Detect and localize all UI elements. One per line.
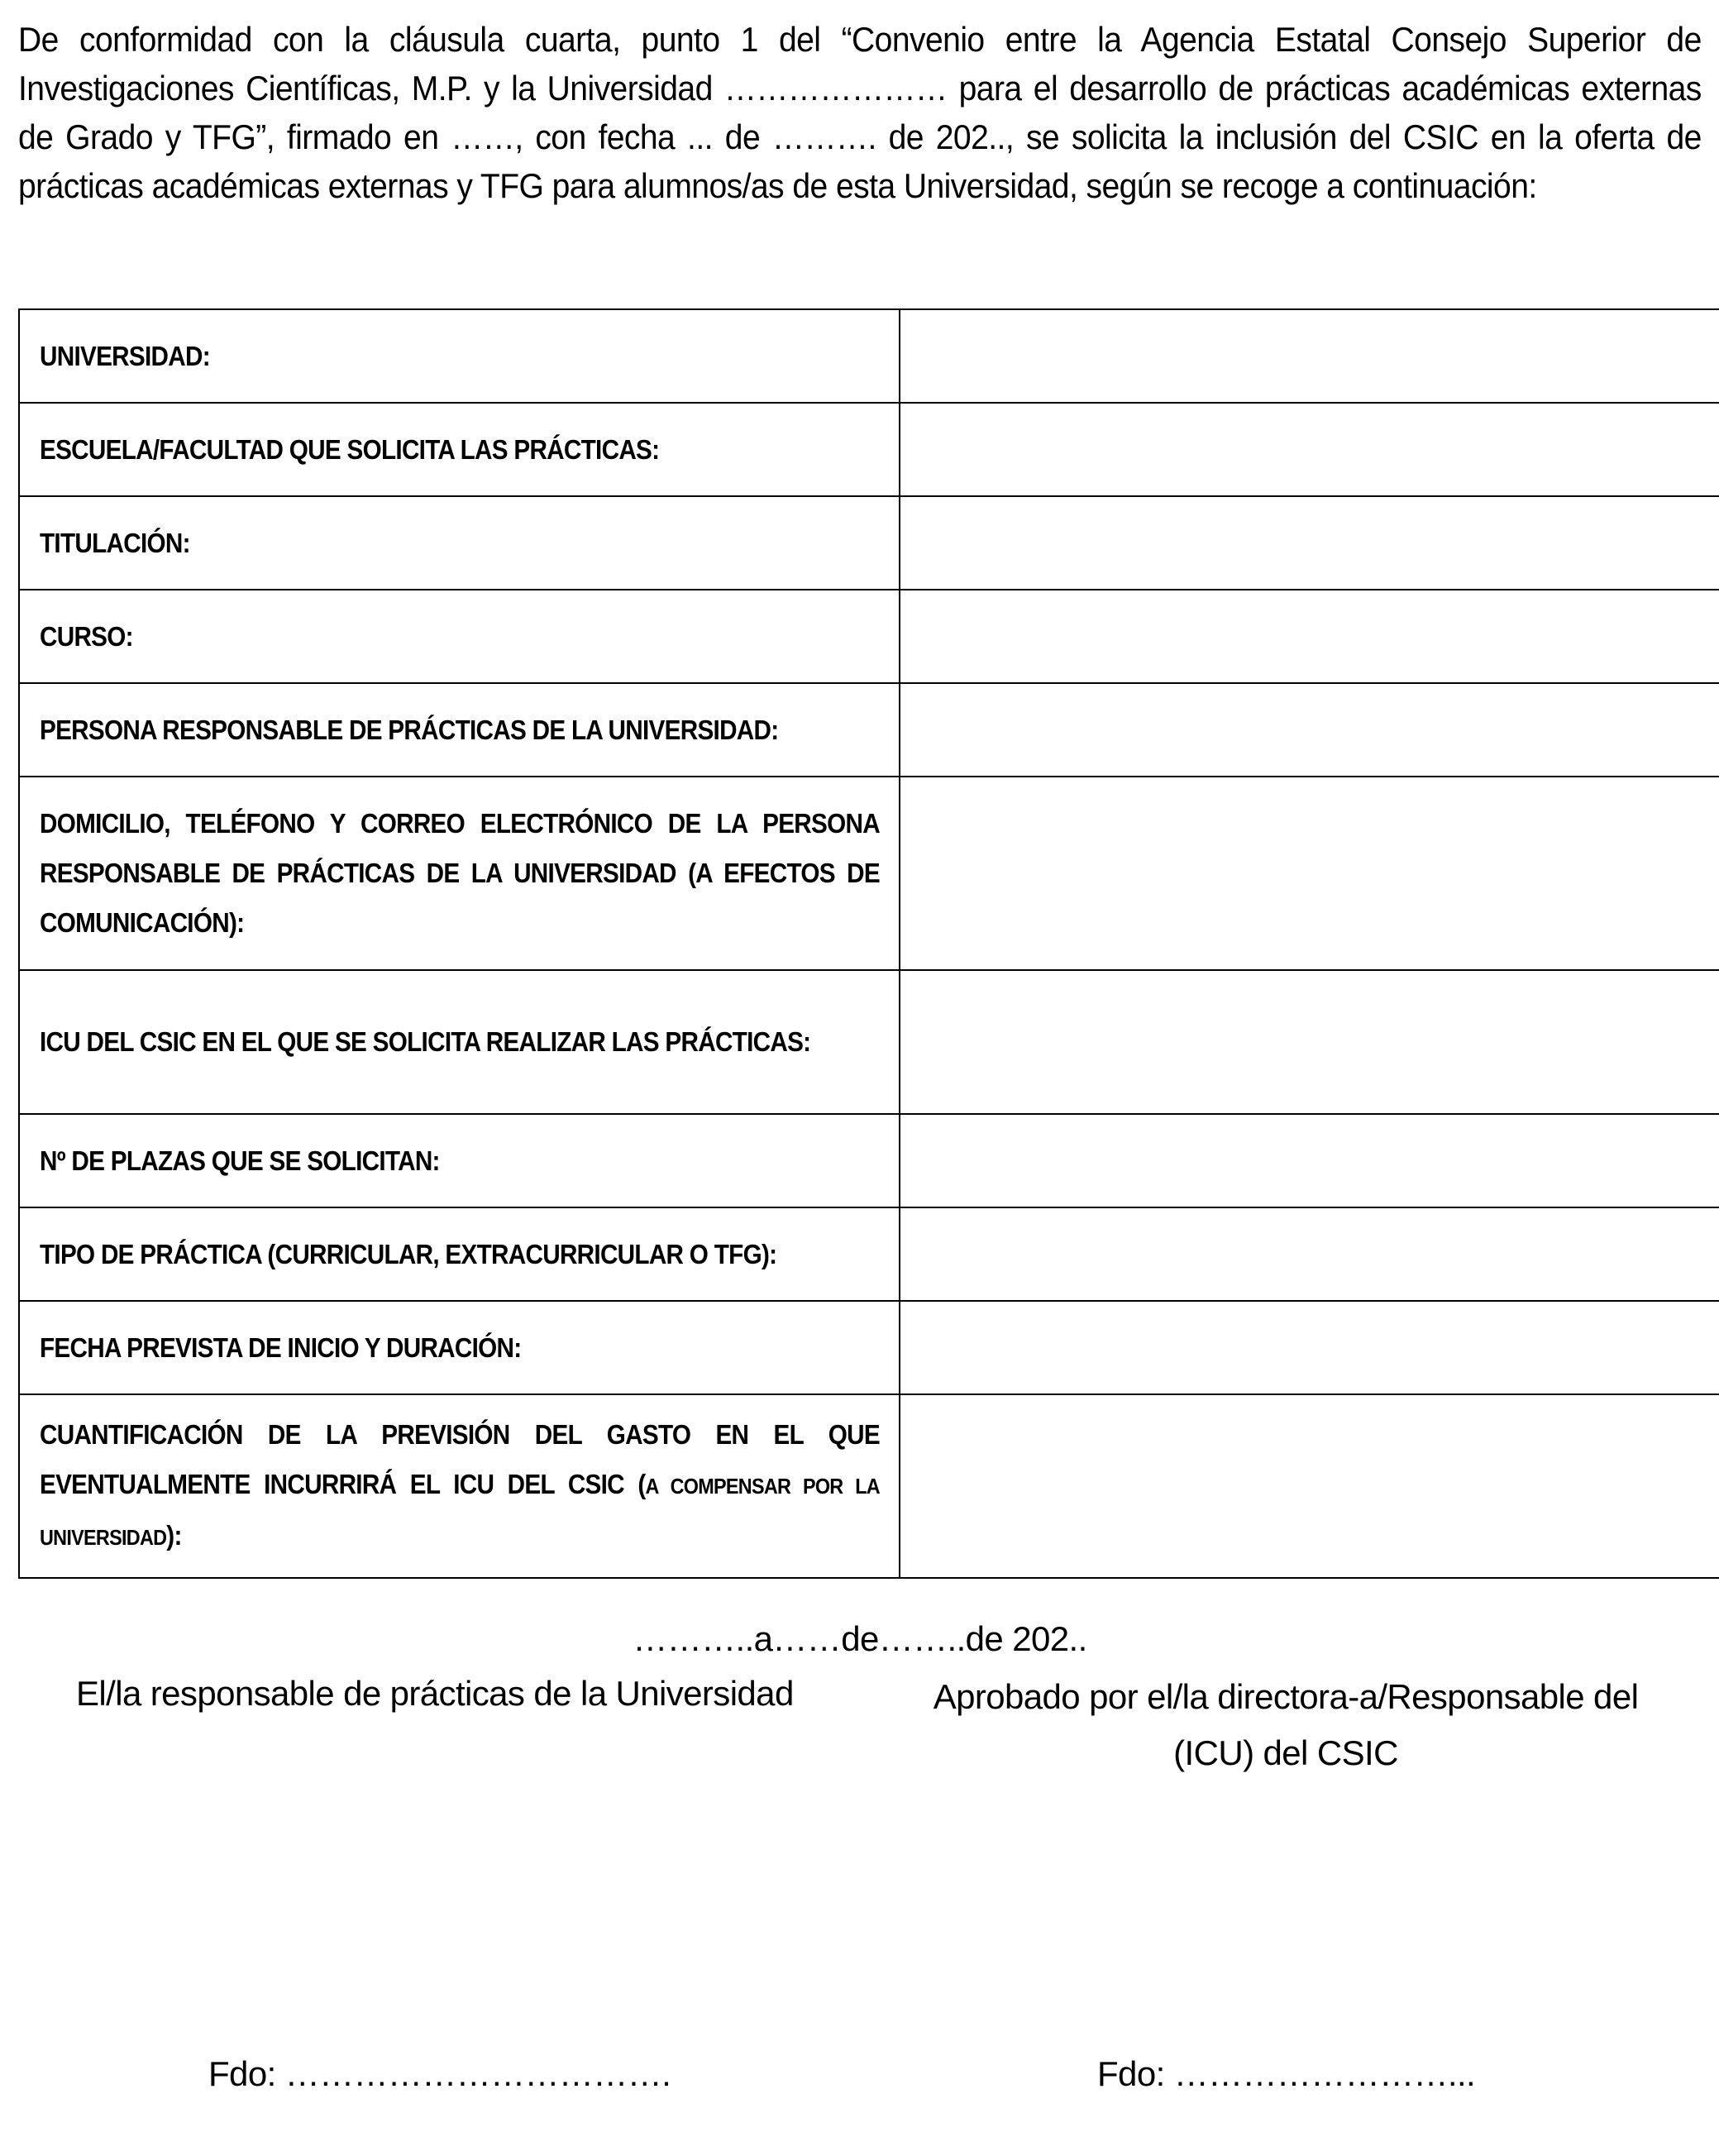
form-value-field[interactable]: [900, 1114, 1719, 1207]
form-label-small: A COMPENSAR POR LA UNIVERSIDAD: [40, 1474, 880, 1550]
form-label: ESCUELA/FACULTAD QUE SOLICITA LAS PRÁCTICAS:: [19, 403, 900, 496]
signature-right-title: [910, 1669, 1662, 1781]
form-label: FECHA PREVISTA DE INICIO Y DURACIÓN:: [19, 1301, 900, 1394]
form-row-fecha-duracion: [19, 1301, 1719, 1394]
form-row-cuantificacion-gasto: [19, 1394, 1719, 1578]
form-value-field[interactable]: [900, 309, 1719, 403]
form-row-domicilio-contacto: [19, 777, 1719, 970]
form-value-field[interactable]: [900, 777, 1719, 970]
request-form-table: [18, 308, 1719, 1579]
form-row-escuela-facultad: [19, 403, 1719, 496]
form-label: ICU DEL CSIC EN EL QUE SE SOLICITA REALIZAR LAS PRÁCTICAS:: [19, 970, 900, 1114]
form-row-num-plazas: [19, 1114, 1719, 1207]
form-row-tipo-practica: [19, 1207, 1719, 1301]
form-row-universidad: [19, 309, 1719, 403]
form-value-field[interactable]: [900, 683, 1719, 777]
form-value-field[interactable]: [900, 1301, 1719, 1394]
form-label-main: CUANTIFICACIÓN DE LA PREVISIÓN DEL GASTO EN EL QUE EVENTUALMENTE INCURRIRÁ EL ICU DEL CSIC (: [40, 1419, 880, 1499]
form-value-field[interactable]: [900, 403, 1719, 496]
date-line: ………..a……de……..de 202..: [633, 1619, 1087, 1658]
form-label: Nº DE PLAZAS QUE SE SOLICITAN:: [19, 1114, 900, 1207]
form-label: TIPO DE PRÁCTICA (CURRICULAR, EXTRACURRICULAR O TFG):: [19, 1207, 900, 1301]
form-row-persona-responsable: [19, 683, 1719, 777]
form-label-suffix: (A EFECTOS DE COMUNICACIÓN):: [40, 858, 880, 938]
form-label-end: ):: [166, 1520, 182, 1551]
form-row-icu: [19, 970, 1719, 1114]
intro-paragraph: De conformidad con la cláusula cuarta, punto 1 del “Convenio entre la Agencia Estatal Consejo Superior de Investigaciones Científicas, M.P. y la Universidad ………………… para el desarrollo de prácticas académicas externas de Grado y TFG”, firmado en ……, con fecha ... de ………. de 202.., se solicita la inclusión del CSIC en la oferta de prácticas académicas externas y TFG para alumnos/as de esta Universidad, según se recoge a continuación:: [18, 20, 1702, 205]
form-label: [19, 1394, 900, 1578]
form-label: [19, 777, 900, 970]
signature-right-title-line2: (ICU) del CSIC: [1173, 1733, 1398, 1772]
form-row-titulacion: [19, 496, 1719, 590]
signature-left-title: El/la responsable de prácticas de la Universidad: [76, 1674, 794, 1713]
form-value-field[interactable]: [900, 1207, 1719, 1301]
document-page: [18, 0, 1702, 2093]
form-label: PERSONA RESPONSABLE DE PRÁCTICAS DE LA UNIVERSIDAD:: [19, 683, 900, 777]
form-label: TITULACIÓN:: [19, 496, 900, 590]
form-row-curso: [19, 590, 1719, 683]
form-value-field[interactable]: [900, 590, 1719, 683]
form-label-main: DOMICILIO, TELÉFONO Y CORREO ELECTRÓNICO DE LA PERSONA RESPONSABLE DE PRÁCTICAS DE LA UNIVERSIDAD: [40, 808, 880, 888]
signature-right-title-line1: Aprobado por el/la directora-a/Responsable del: [933, 1677, 1639, 1716]
form-label: UNIVERSIDAD:: [19, 309, 900, 403]
form-value-field[interactable]: [900, 970, 1719, 1114]
signature-right-fdo: Fdo: ……………………...: [1097, 2054, 1476, 2093]
form-value-field[interactable]: [900, 1394, 1719, 1578]
form-label: CURSO:: [19, 590, 900, 683]
form-value-field[interactable]: [900, 496, 1719, 590]
signature-left-fdo: Fdo: …………………………….: [208, 2054, 671, 2093]
